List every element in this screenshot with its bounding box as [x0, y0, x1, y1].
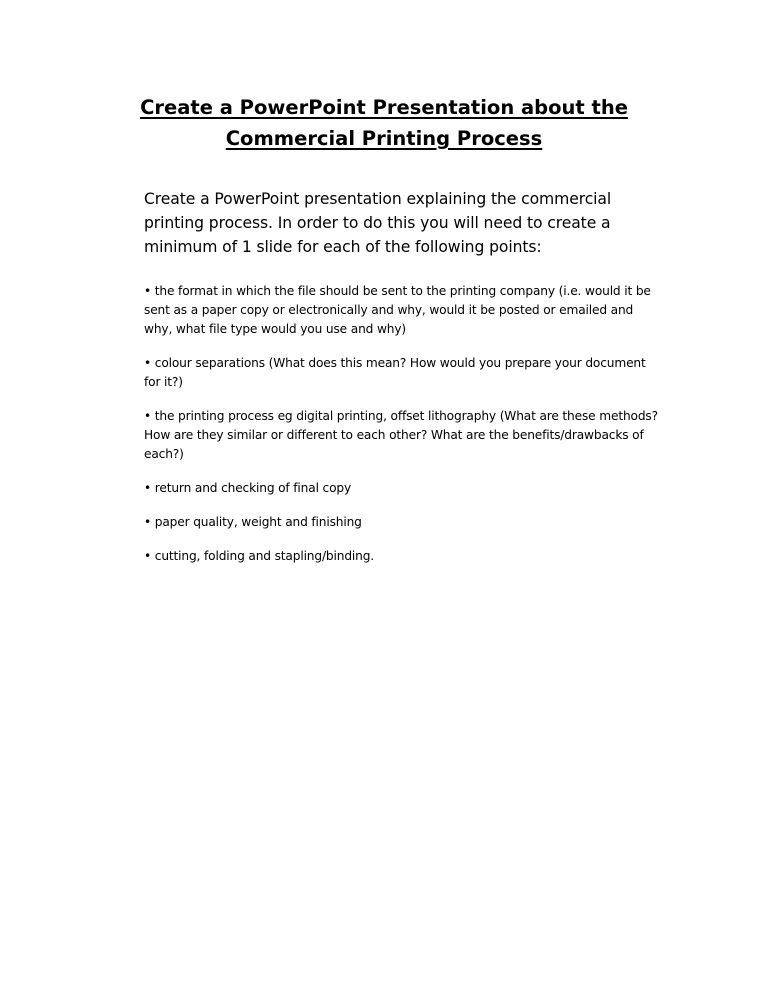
bullet-marker: • [144, 549, 152, 563]
list-item-text: cutting, folding and stapling/binding. [154, 549, 375, 563]
title-line-2: Commercial Printing Process [225, 127, 543, 150]
list-item-text: paper quality, weight and finishing [154, 515, 362, 529]
bullet-marker: • [144, 284, 152, 298]
title-line-1: Create a PowerPoint Presentation about the [140, 96, 628, 119]
list-item [144, 547, 659, 566]
list-item-text: the printing process eg digital printing, offset lithography (What are these methods? How are they similar or different to each other? What are the benefits/drawbacks of each?) [144, 409, 658, 461]
list-item [144, 479, 659, 498]
list-item [144, 407, 659, 464]
intro-paragraph: Create a PowerPoint presentation explaining the commercial printing process. In order to do this you will need to create a minimum of 1 slide for each of the following points: [144, 190, 612, 256]
page-title [0, 92, 768, 154]
list-item [144, 513, 659, 532]
bullet-list [144, 282, 659, 581]
bullet-marker: • [144, 356, 152, 370]
list-item-text: colour separations (What does this mean? How would you prepare your document for it?) [144, 356, 646, 389]
bullet-marker: • [144, 409, 152, 423]
list-item-text: the format in which the file should be sent to the printing company (i.e. would it be sent as a paper copy or electronically and why, would it be posted or emailed and why, what file type would you use and why) [144, 284, 651, 336]
list-item [144, 354, 659, 392]
list-item-text: return and checking of final copy [154, 481, 352, 495]
bullet-marker: • [144, 481, 152, 495]
list-item [144, 282, 659, 339]
bullet-marker: • [144, 515, 152, 529]
